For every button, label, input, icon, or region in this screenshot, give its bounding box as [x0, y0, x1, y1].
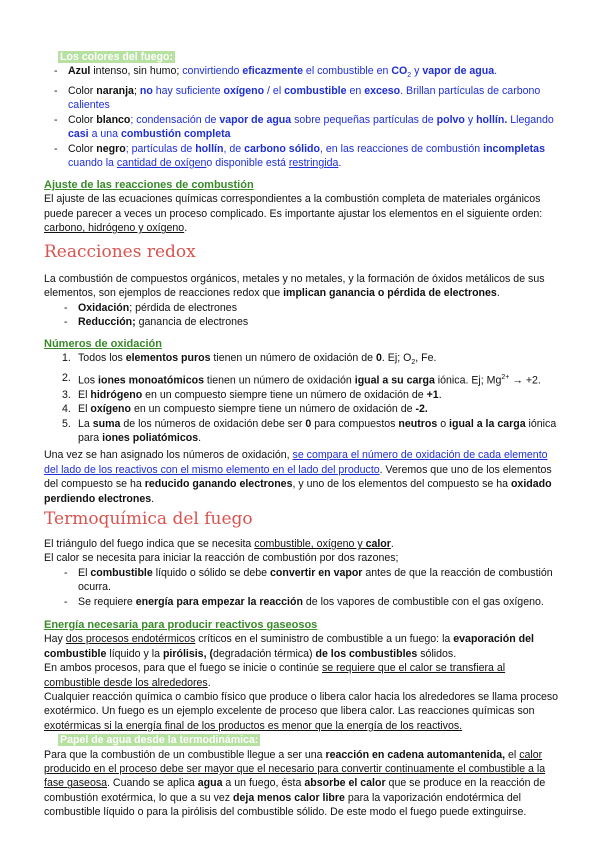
colores-item-negro: - Color negro; partículas de hollín, de carbono sólido, en las reacciones de combustión incompletas cuando la cantidad de oxígeno disponible está restringida. — [54, 142, 545, 169]
energia-p2: En ambos procesos, para que el fuego se inicie o continúe se requiere que el calor se transfiera al combustible desde los alrededores. — [44, 662, 506, 689]
ajuste-section — [44, 178, 564, 236]
agua-subtitle: Papel de agua desde la termodinámica: — [60, 734, 259, 747]
energia-p3: Cualquier reacción química o cambio físico que produce o libera calor hacia los alrededores se llama proceso exotérmico. Un fuego es un ejemplo excelente de proceso que libera calor. Las reacciones químicas son exotérmicas si la energía final de los productos es menor que la energía de los reactivos. — [44, 691, 559, 732]
numeros-paragraph: Una vez se han asignado los números de oxidación, se compara el número de oxidación de cada elemento del lado de los reactivos con el mismo elemento en el lado del producto. Veremos que uno de los elementos del compuesto se ha reducido ganando electrones, y uno de los elementos del compuesto se ha oxidado perdiendo electrones. — [44, 449, 552, 505]
numeros-item-1: 1. Todos los elementos puros tienen un número de oxidación de 0. Ej; $O_2$, Fe. — [62, 352, 437, 367]
redox-section — [44, 242, 564, 330]
termo-item-2: - Se requiere energía para empezar la reacción de los vapores de combustible con el gas oxígeno. — [64, 595, 544, 608]
termo-title: Termoquímica del fuego — [44, 509, 253, 529]
termo-item-1: - El combustible líquido o sólido se debe convertir en vapor antes de que la reacción de combustión ocurra. — [64, 566, 553, 594]
energia-p1: Hay dos procesos endotérmicos críticos en el suministro de combustible a un fuego: la evaporación del combustible líquido y la pirólisis, (degradación térmica) de los combustibles sólidos. — [44, 633, 534, 660]
ajuste-title: Ajuste de las reacciones de combustión — [44, 179, 254, 191]
colores-item-blanco: - Color blanco; condensación de vapor de agua sobre pequeñas partículas de polvo y hollín. Llegando casi a una combustión completa — [54, 113, 554, 141]
termo-line-1: El triángulo del fuego indica que se necesita combustible, oxígeno y calor. — [44, 538, 394, 550]
termo-line-2: El calor se necesita para iniciar la reacción de combustión por dos razones; — [44, 552, 399, 565]
numeros-section — [44, 337, 564, 506]
termo-section — [44, 509, 564, 609]
numeros-item-5: 5. La suma de los números de oxidación debe ser 0 para compuestos neutros o igual a la carga iónica para iones poliatómicos. — [62, 417, 557, 445]
ajuste-text: El ajuste de las ecuaciones químicas correspondientes a la combustión completa de materiales orgánicos puede parecer a veces un proceso complicado. Es importante ajustar los elementos en el siguiente orden: carbono, hidrógeno y oxígeno. — [44, 193, 543, 235]
numeros-item-3: 3. El hidrógeno en un compuesto siempre tiene un número de oxidación de +1. — [62, 388, 442, 401]
redox-item-oxidacion: - Oxidación; pérdida de electrones — [64, 301, 237, 314]
numeros-item-2: 2. Los iones monoatómicos tienen un número de oxidación igual a su carga iónica. Ej; $Mg^{2+} \to +2$. — [62, 371, 541, 387]
colores-title: Los colores del fuego: — [60, 51, 174, 63]
energia-p4: Para que la combustión de un combustible llegue a ser una reacción en cadena automantenida, el calor producido en el proceso debe ser mayor que el necesario para convertir continuamente el combustible a la fase gaseosa. Cuando se aplica agua a un fuego, ésta absorbe el calor que se produce en la reacción de combustión exotérmica, lo que a su vez deja menos calor libre para la vaporización endotérmica del combustible líquido o para la pirólisis del combustible sólido. De este modo el fuego puede extinguirse. — [44, 748, 546, 819]
colores-item-naranja: - Color naranja; no hay suficiente oxígeno / el combustible en exceso. Brillan partículas de carbono calientes — [54, 84, 541, 112]
colores-item-azul: - Azul intenso, sin humo; convirtiendo eficazmente el combustible en $CO_2$ y vapor de agua. — [54, 65, 498, 80]
redox-paragraph: La combustión de compuestos orgánicos, metales y no metales, y la formación de óxidos metálicos de sus elementos, son ejemplos de reacciones redox que implican ganancia o pérdida de electrones. — [44, 273, 545, 300]
numeros-title: Números de oxidación — [44, 338, 162, 350]
redox-item-reduccion: - Reducción; ganancia de electrones — [64, 316, 249, 329]
comparison-link[interactable]: se compara el número de oxidación de cada elemento del lado de los reactivos con el mismo elemento en el lado del producto — [44, 449, 548, 476]
numeros-item-4: 4. El oxígeno en un compuesto siempre tiene un número de oxidación de -2. — [62, 403, 428, 416]
redox-title: Reacciones redox — [44, 242, 196, 262]
colores-section — [44, 50, 564, 170]
energia-section — [44, 618, 564, 820]
energia-title: Energía necesaria para producir reactivos gaseosos — [44, 619, 318, 631]
